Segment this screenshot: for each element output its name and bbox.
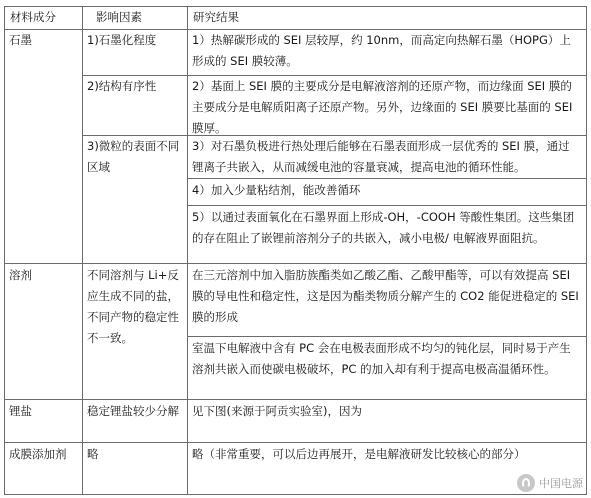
watermark-text: 中国电源 (539, 477, 583, 490)
factor-graphitization: 1)石墨化程度 (87, 33, 157, 47)
watermark (517, 474, 583, 492)
wechat-icon (517, 474, 535, 492)
material-graphite: 石墨 (9, 33, 32, 47)
result-graphite-3: 3）对石墨负极进行热处理后能够在石墨表面形成一层优秀的 SEI 膜，通过锂离子共嵌入，从而减缓电池的容量衰减，提高电池的循环性能。 (192, 139, 570, 174)
factor-structure-order: 2)结构有序性 (87, 79, 157, 93)
material-film-additive: 成膜添加剂 (9, 447, 67, 461)
result-solvent-1: 在三元溶剂中加入脂肪族酯类如乙酸乙酯、乙酸甲酯等，可以有效提高 SEI 膜的导电性和稳定性，这是因为酯类物质分解产生的 CO2 能促进稳定的 SEI 膜的形成 (192, 268, 579, 324)
result-lithium-salt: 见下图(来源于阿贡实验室)，因为 (192, 404, 362, 418)
result-solvent-2: 室温下电解液中含有 PC 会在电极表面形成不均匀的钝化层，同时易于产生溶剂共嵌入而使碳电极破坏，PC 的加入却有利于提高电极高温循环性。 (192, 341, 571, 376)
factor-surface-regions: 3)微粒的表面不同区域 (87, 139, 180, 174)
header-result: 研究结果 (193, 10, 239, 24)
header-factor: 影响因素 (96, 10, 142, 24)
result-film-additive: 略（非常重要，可以后边再展开，是电解液研发比较核心的部分） (192, 447, 526, 461)
factor-film-additive: 略 (87, 447, 99, 461)
result-graphite-2: 2）基面上 SEI 膜的主要成分是电解液溶剂的还原产物，而边缘面 SEI 膜的主要成分是电解质阳离子还原产物。另外，边缘面的 SEI 膜要比基面的 SEI 膜厚。 (192, 79, 573, 135)
factor-lithium-salt: 稳定锂盐较少分解 (87, 404, 179, 418)
header-material: 材料成分 (10, 10, 56, 24)
result-graphite-1: 1）热解碳形成的 SEI 层较厚，约 10nm，而高定向热解石墨（HOPG）上形成的 SEI 膜较薄。 (192, 33, 571, 68)
material-solvent: 溶剂 (9, 268, 32, 282)
result-graphite-4: 4）加入少量粘结剂，能改善循环 (192, 183, 361, 197)
factor-solvent-reaction: 不同溶剂与 Li+反应生成不同的盐，不同产物的稳定性不一致。 (87, 268, 179, 345)
result-graphite-5: 5）以通过表面氧化在石墨界面上形成-OH，-COOH 等酸性集团。这些集团的存在阻止了嵌锂前溶剂分子的共嵌入，减小电极/ 电解液界面阻抗。 (192, 210, 575, 245)
material-lithium-salt: 锂盐 (9, 404, 32, 418)
